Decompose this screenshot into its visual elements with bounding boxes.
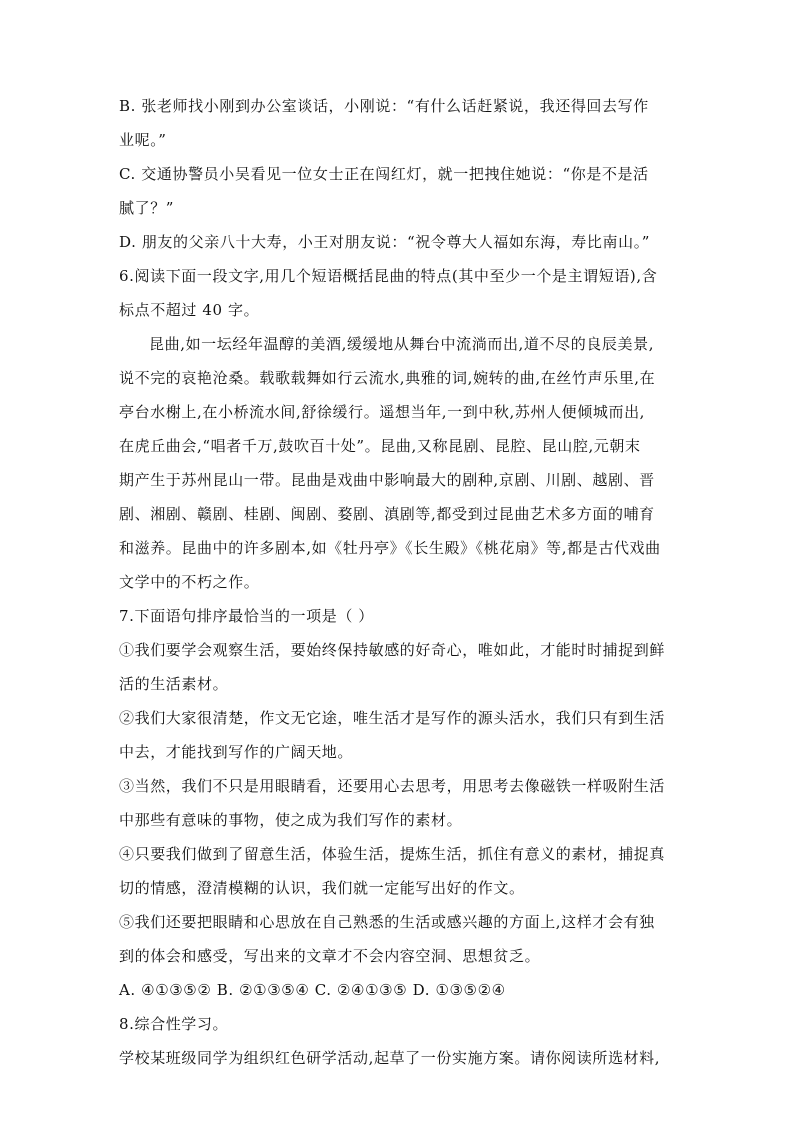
option-b-line-2: 业呢。” bbox=[119, 131, 167, 149]
sentence-1-line-2: 活的生活素材。 bbox=[119, 675, 229, 693]
passage-line-1: 昆曲,如一坛经年温醇的美酒,缓缓地从舞台中流淌而出,道不尽的良辰美景, bbox=[149, 335, 655, 353]
sentence-2-line-2: 中去，才能找到写作的广阔天地。 bbox=[119, 743, 354, 761]
sentence-5-line-1: ⑤我们还要把眼睛和心思放在自己熟悉的生活或感兴趣的方面上,这样才会有独 bbox=[119, 913, 655, 931]
passage-line-3: 亭台水榭上,在小桥流水间,舒徐缓行。遥想当年,一到中秋,苏州人便倾城而出, bbox=[119, 403, 646, 421]
passage-line-5: 期产生于苏州昆山一带。昆曲是戏曲中影响最大的剧种,京剧、川剧、越剧、晋 bbox=[119, 471, 655, 489]
passage-line-6: 剧、湘剧、赣剧、桂剧、闽剧、婺剧、滇剧等,都受到过昆曲艺术多方面的哺育 bbox=[119, 505, 655, 523]
sentence-3-line-1: ③当然，我们不只是用眼睛看，还要用心去思考，用思考去像磁铁一样吸附生活 bbox=[119, 777, 666, 795]
sentence-4-line-2: 切的情感，澄清模糊的认识，我们就一定能写出好的作文。 bbox=[119, 879, 525, 897]
sentence-1-line-1: ①我们要学会观察生活，要始终保持敏感的好奇心，唯如此，才能时时捕捉到鲜 bbox=[119, 641, 666, 659]
question8-intro: 学校某班级同学为组织红色研学活动,起草了一份实施方案。请你阅读所选材料, bbox=[119, 1049, 661, 1067]
question7-options: A. ④①③⑤② B. ②①③⑤④ C. ②④①③⑤ D. ①③⑤②④ bbox=[119, 981, 506, 999]
option-c-line-2: 腻了？” bbox=[119, 199, 175, 217]
passage-line-7: 和滋养。昆曲中的许多剧本,如《牡丹亭》《长生殿》《桃花扇》等,都是古代戏曲 bbox=[119, 539, 661, 557]
passage-line-2: 说不完的哀艳沧桑。载歌载舞如行云流水,典雅的词,婉转的曲,在丝竹声乐里,在 bbox=[119, 369, 656, 387]
passage-line-8: 文学中的不朽之作。 bbox=[119, 573, 260, 591]
sentence-4-line-1: ④只要我们做到了留意生活，体验生活，提炼生活，抓住有意义的素材，捕捉真 bbox=[119, 845, 666, 863]
question6-prompt-line-2: 标点不超过 40 字。 bbox=[119, 301, 260, 319]
question7-prompt: 7.下面语句排序最恰当的一项是（ ） bbox=[119, 607, 374, 625]
sentence-5-line-2: 到的体会和感受，写出来的文章才不会内容空洞、思想贫乏。 bbox=[119, 947, 541, 965]
question8-title: 8.综合性学习。 bbox=[119, 1015, 229, 1033]
passage-line-4: 在虎丘曲会,“唱者千万,鼓吹百十处”。昆曲,又称昆剧、昆腔、昆山腔,元朝末 bbox=[119, 437, 641, 455]
question6-prompt-line-1: 6.阅读下面一段文字,用几个短语概括昆曲的特点(其中至少一个是主谓短语),含 bbox=[119, 267, 658, 285]
option-c-line-1: C. 交通协警员小吴看见一位女士正在闯红灯，就一把拽住她说：“你是不是活 bbox=[119, 165, 649, 183]
sentence-3-line-2: 中那些有意味的事物，使之成为我们写作的素材。 bbox=[119, 811, 463, 829]
option-b-line-1: B. 张老师找小刚到办公室谈话，小刚说：“有什么话赶紧说，我还得回去写作 bbox=[119, 97, 649, 115]
option-d-line-1: D. 朋友的父亲八十大寿，小王对朋友说：“祝令尊大人福如东海，寿比南山。” bbox=[119, 233, 651, 251]
sentence-2-line-1: ②我们大家很清楚，作文无它途，唯生活才是写作的源头活水，我们只有到生活 bbox=[119, 709, 666, 727]
